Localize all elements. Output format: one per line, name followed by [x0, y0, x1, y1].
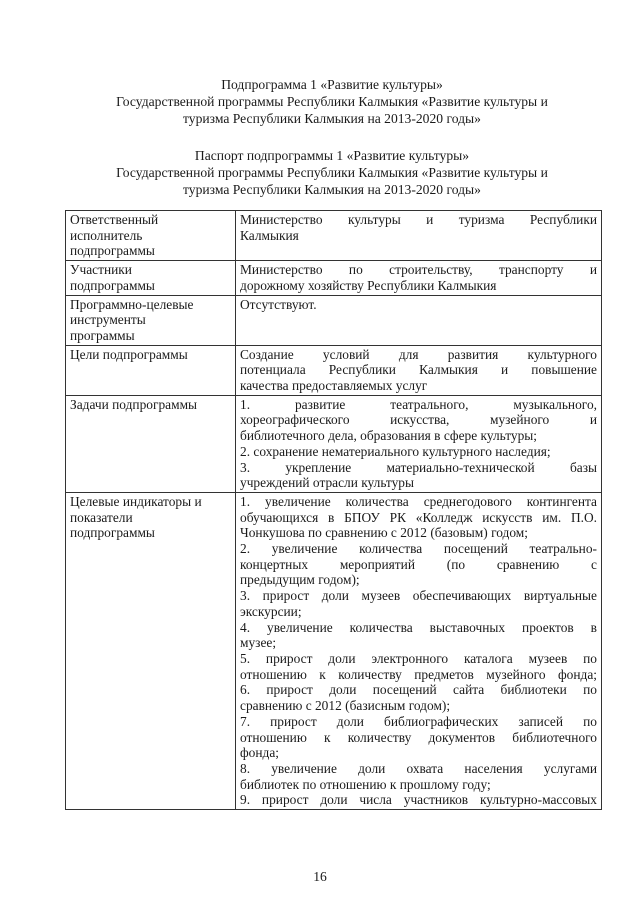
row-value-line: отношению к количеству документов библиотечного [240, 729, 597, 745]
row-value-line: музее; [240, 635, 277, 651]
row-value-line: библиотек по отношению к прошлому году; [240, 776, 491, 792]
row-label-line: Участники [70, 262, 132, 278]
row-value-line: экскурсии; [240, 603, 302, 619]
row-label-line: программы [70, 327, 135, 343]
row-value-line: 3. укрепление материально-технической базы [240, 459, 597, 475]
row-value-cell [236, 395, 602, 492]
row-value-line: Чонкушова по сравнению с 2012 (базовым) годом; [240, 525, 528, 541]
subprogram-title-line: туризма Республики Калмыкия на 2013-2020 годы» [183, 111, 481, 126]
row-label-line: Ответственный [70, 212, 159, 227]
table-row [66, 492, 602, 809]
passport-title-line: Паспорт подпрограммы 1 «Развитие культуры» [194, 148, 470, 163]
page-number: 16 [313, 869, 327, 884]
row-label-line: Целевые индикаторы и [70, 493, 202, 509]
row-value-cell [236, 492, 602, 809]
row-value-line: концертных мероприятий (по сравнению с [240, 556, 597, 572]
row-label-cell [66, 492, 236, 809]
row-label-line: Задачи подпрограммы [70, 396, 198, 412]
row-value-line: качества предоставляемых услуг [240, 378, 428, 394]
row-value-line: отношению к количеству предметов музейного фонда; [240, 666, 597, 682]
row-value-cell [236, 211, 602, 261]
row-label-line: Программно-целевые [70, 296, 194, 312]
row-label-line: подпрограммы [70, 525, 155, 541]
row-value-line: учреждений отрасли культуры [240, 475, 414, 491]
row-label-line: Цели подпрограммы [70, 346, 188, 362]
row-value-line: Калмыкия [240, 227, 299, 243]
row-value-line: дорожному хозяйству Республики Калмыкия [240, 277, 497, 293]
row-value-cell [236, 261, 602, 295]
row-value-line: предыдущим годом); [240, 572, 360, 588]
row-value-cell [236, 295, 602, 345]
subprogram-title-line: Подпрограмма 1 «Развитие культуры» [221, 77, 443, 92]
row-label-line: подпрограммы [70, 277, 155, 293]
row-label-cell [66, 345, 236, 395]
row-value-line: обучающихся в БПОУ РК «Колледж искусств им. П.О. [240, 509, 597, 525]
row-value-line: 2. увеличение количества посещений театрально- [240, 541, 597, 557]
row-value-line: 5. прирост доли электронного каталога музеев по [240, 650, 597, 666]
row-value-line: 6. прирост доли посещений сайта библиотеки по [240, 682, 597, 698]
row-label-cell [66, 261, 236, 295]
passport-title [60, 147, 604, 198]
row-value-line: сравнению с 2012 (базисным годом); [240, 698, 451, 714]
row-value-line: 1. увеличение количества среднегодового контингента [240, 493, 597, 509]
table-row [66, 295, 602, 345]
table-row [66, 261, 602, 295]
subprogram-title [60, 76, 604, 127]
passport-table-body [66, 211, 602, 810]
row-label-cell [66, 211, 236, 261]
row-value-cell [236, 345, 602, 395]
table-row [66, 395, 602, 492]
row-label-line: инструменты [70, 312, 146, 328]
passport-title-line: Государственной программы Республики Калмыкия «Развитие культуры и [116, 165, 548, 180]
row-value-line: 1. развитие театрального, музыкального, [240, 396, 597, 412]
table-row [66, 345, 602, 395]
row-value-line: 4. увеличение количества выставочных проектов в [240, 619, 597, 635]
row-value-line: Создание условий для развития культурного [240, 346, 597, 362]
row-value-line: фонда; [240, 745, 280, 761]
row-label-cell [66, 395, 236, 492]
row-value-line: 3. прирост доли музеев обеспечивающих виртуальные [240, 588, 597, 604]
row-label-cell [66, 295, 236, 345]
row-value-line: 9. прирост доли числа участников культурно-массовых [240, 792, 597, 808]
row-value-line: библиотечного дела, образования в сфере культуры; [240, 428, 538, 444]
row-value-line: Министерство культуры и туризма Республики [240, 212, 597, 227]
row-value-line: Отсутствуют. [240, 296, 317, 312]
row-value-line: 2. сохранение нематериального культурного наследия; [240, 443, 551, 459]
passport-table [65, 210, 602, 810]
row-value-line: хореографического искусства, музейного и [240, 412, 597, 428]
row-label-line: показатели [70, 509, 133, 525]
row-value-line: 7. прирост доли библиографических записей по [240, 713, 597, 729]
passport-title-line: туризма Республики Калмыкия на 2013-2020 годы» [183, 182, 481, 197]
table-row [66, 211, 602, 261]
row-value-line: Министерство по строительству, транспорту и [240, 262, 597, 278]
row-label-line: подпрограммы [70, 243, 155, 259]
row-value-line: 8. увеличение доли охвата населения услугами [240, 760, 597, 776]
row-label-line: исполнитель [70, 227, 143, 243]
subprogram-title-line: Государственной программы Республики Калмыкия «Развитие культуры и [116, 94, 548, 109]
row-value-line: потенциала Республики Калмыкия и повышение [240, 362, 597, 378]
